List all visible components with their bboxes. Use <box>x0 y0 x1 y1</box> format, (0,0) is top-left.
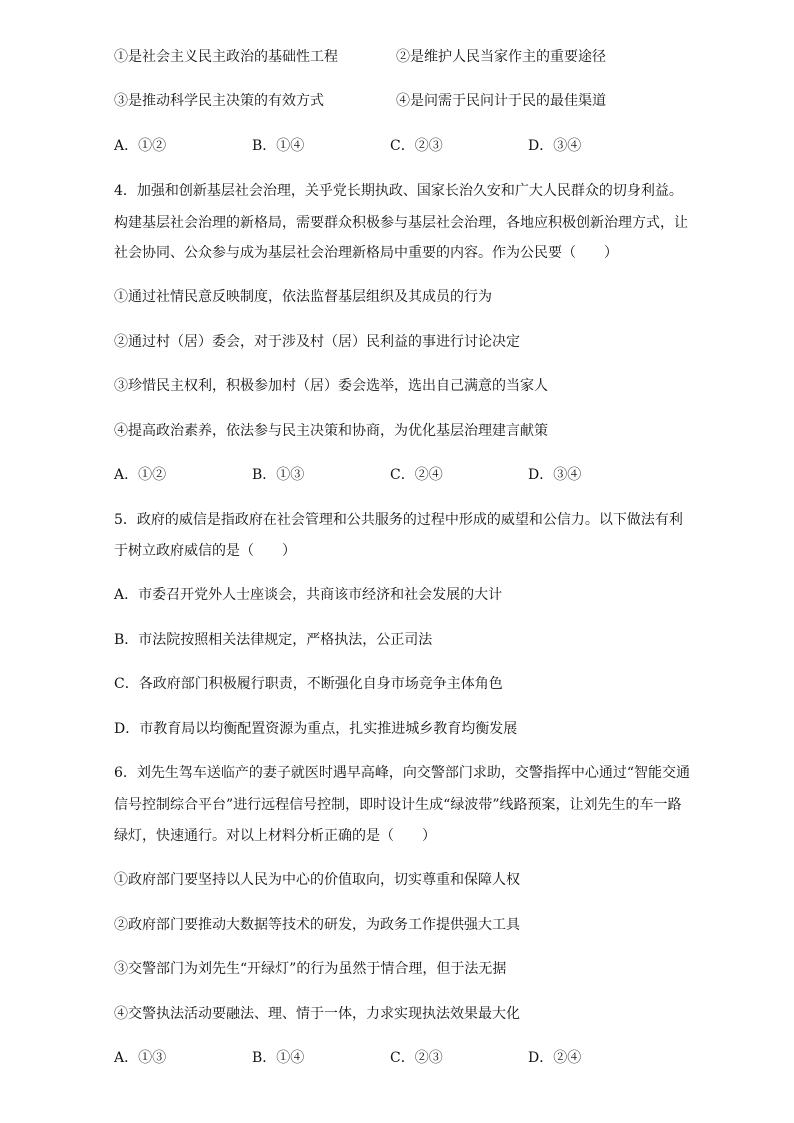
q3-option-a[interactable]: A．①② <box>114 138 167 154</box>
q4-item-4: ④提高政治素养，依法参与民主决策和协商，为优化基层治理建言献策 <box>114 423 548 439</box>
q4-option-c[interactable]: C．②④ <box>390 467 443 483</box>
q6-options <box>114 1048 714 1068</box>
q5-option-a[interactable]: A．市委召开党外人士座谈会，共商该市经济和社会发展的大计 <box>114 587 503 603</box>
q6-option-b[interactable]: B．①④ <box>252 1050 305 1066</box>
q5-stem-line-2: 于树立政府威信的是（ ） <box>114 543 296 559</box>
q3-item-2: ②是维护人民当家作主的重要途径 <box>396 49 606 65</box>
q4-item-1: ①通过社情民意反映制度，依法监督基层组织及其成员的行为 <box>114 289 492 305</box>
q6-item-1: ①政府部门要坚持以人民为中心的价值取向，切实尊重和保障人权 <box>114 872 520 888</box>
q3-options <box>114 136 714 156</box>
q6-option-d[interactable]: D．②④ <box>528 1050 582 1066</box>
q5-option-c[interactable]: C．各政府部门积极履行职责，不断强化自身市场竞争主体角色 <box>114 676 503 692</box>
q6-option-a[interactable]: A．①③ <box>114 1050 167 1066</box>
q3-option-b[interactable]: B．①④ <box>252 138 305 154</box>
q4-option-b[interactable]: B．①③ <box>252 467 305 483</box>
q4-stem-line-1: 4．加强和创新基层社会治理，关乎党长期执政、国家长治久安和广大人民群众的切身利益。 <box>114 183 683 199</box>
q4-option-d[interactable]: D．③④ <box>528 467 582 483</box>
q4-stem-line-2: 构建基层社会治理的新格局，需要群众积极参与基层社会治理，各地应积极创新治理方式，让 <box>114 215 688 231</box>
q6-stem-line-3: 绿灯，快速通行。对以上材料分析正确的是（ ） <box>114 828 436 844</box>
q3-option-d[interactable]: D．③④ <box>528 138 582 154</box>
q3-item-3: ③是推动科学民主决策的有效方式 <box>114 93 324 109</box>
q3-option-c[interactable]: C．②③ <box>390 138 443 154</box>
q4-option-a[interactable]: A．①② <box>114 467 167 483</box>
q4-options <box>114 465 714 485</box>
q4-stem-line-3: 社会协同、公众参与成为基层社会治理新格局中重要的内容。作为公民要（ ） <box>114 245 618 261</box>
q6-item-3: ③交警部门为刘先生“开绿灯”的行为虽然于情合理，但于法无据 <box>114 961 507 977</box>
q4-item-2: ②通过村（居）委会，对于涉及村（居）民利益的事进行讨论决定 <box>114 334 520 350</box>
q6-item-2: ②政府部门要推动大数据等技术的研发，为政务工作提供强大工具 <box>114 917 520 933</box>
q5-option-b[interactable]: B．市法院按照相关法律规定，严格执法，公正司法 <box>114 632 433 648</box>
q3-item-1: ①是社会主义民主政治的基础性工程 <box>114 49 338 65</box>
q3-item-4: ④是问需于民问计于民的最佳渠道 <box>396 93 606 109</box>
q6-item-4: ④交警执法活动要融法、理、情于一体，力求实现执法效果最大化 <box>114 1006 520 1022</box>
q6-stem-line-1: 6．刘先生驾车送临产的妻子就医时遇早高峰，向交警部门求助，交警指挥中心通过“智能交通 <box>114 765 691 781</box>
q4-item-3: ③珍惜民主权利，积极参加村（居）委会选举，选出自己满意的当家人 <box>114 378 548 394</box>
q6-stem-line-2: 信号控制综合平台”进行远程信号控制，即时设计生成“绿波带”线路预案，让刘先生的车一路 <box>114 797 682 813</box>
q5-option-d[interactable]: D．市教育局以均衡配置资源为重点，扎实推进城乡教育均衡发展 <box>114 721 518 737</box>
q6-option-c[interactable]: C．②③ <box>390 1050 443 1066</box>
q5-stem-line-1: 5．政府的威信是指政府在社会管理和公共服务的过程中形成的威望和公信力。以下做法有利 <box>114 512 683 528</box>
